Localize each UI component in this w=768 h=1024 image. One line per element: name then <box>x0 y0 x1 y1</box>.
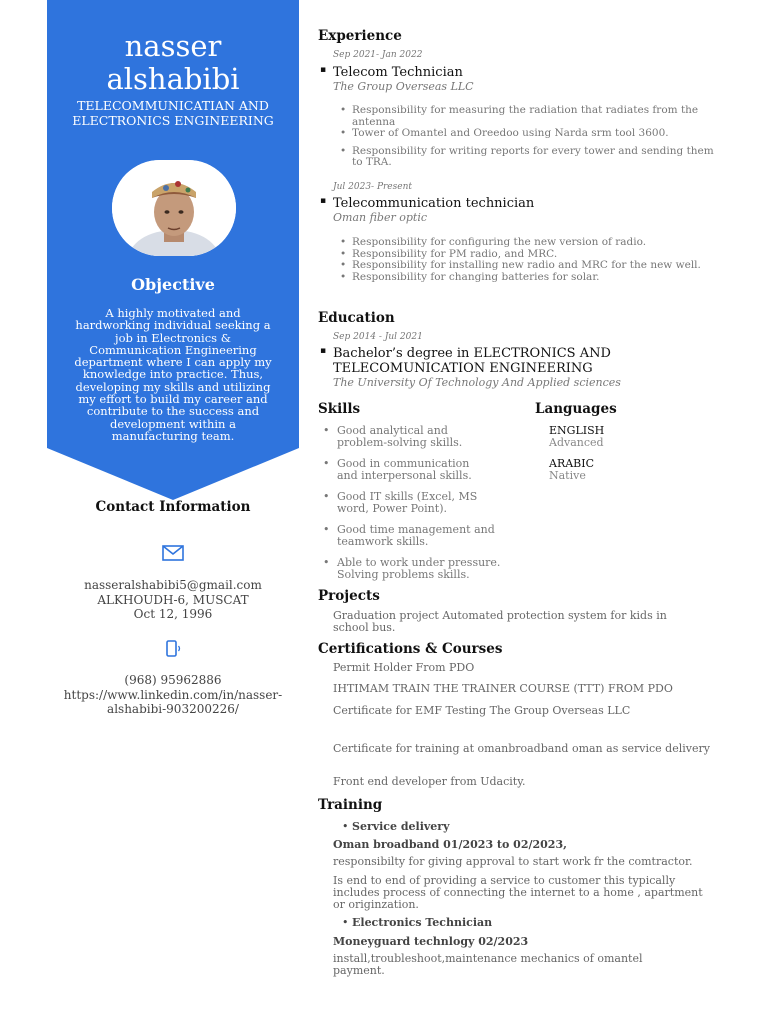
language-name: ENGLISH <box>549 424 605 437</box>
university-name: The University Of Technology And Applied sciences <box>333 376 621 389</box>
education-heading: Education <box>318 310 395 326</box>
job-2-company: Oman fiber optic <box>333 211 427 224</box>
list-item: • Good analytical and problem-solving skills. <box>323 425 487 449</box>
contact-phone-links <box>47 673 299 717</box>
list-item: • Responsibility for measuring the radiation that radiates from the antenna <box>340 105 720 128</box>
degree-line-2: TELECOMUNICATION ENGINEERING <box>333 361 593 376</box>
list-item: • Tower of Omantel and Oreedoo using Narda srm tool 3600. <box>340 128 720 140</box>
list-item: • Able to work under pressure. Solving problems skills. <box>323 557 507 581</box>
experience-heading: Experience <box>318 28 402 44</box>
training-1-company: Oman broadband 01/2023 to 02/2023, <box>333 838 567 851</box>
certification-item: IHTIMAM TRAIN THE TRAINER COURSE (TTT) FROM PDO <box>333 682 673 695</box>
contact-heading: Contact Information <box>95 499 251 515</box>
project-description: Graduation project Automated protection system for kids in school bus. <box>333 609 667 634</box>
list-item: • Responsibility for PM radio, and MRC. <box>340 249 720 261</box>
contact-details <box>47 578 299 622</box>
language-name: ARABIC <box>549 457 595 470</box>
address-text: ALKHOUDH-6, MUSCAT <box>97 592 249 607</box>
list-item: • Responsibility for installing new radio and MRC for the new well. <box>340 260 720 272</box>
name-last: alshabibi <box>106 62 240 96</box>
list-item: • Good IT skills (Excel, MS word, Power Point). <box>323 491 487 515</box>
name-first: nasser <box>124 29 222 63</box>
certifications-heading: Certifications & Courses <box>318 641 503 657</box>
birth-date-text: Oct 12, 1996 <box>133 607 213 621</box>
linkedin-link-continued[interactable]: alshabibi-903200226/ <box>107 702 239 716</box>
list-item: • Responsibility for configuring the new version of radio. <box>340 237 720 249</box>
degree-line-1: ▪ Bachelor’s degree in ELECTRONICS AND <box>333 346 611 361</box>
job-1-dates: Sep 2021- Jan 2022 <box>333 50 423 60</box>
list-item: • Good in communication and interpersonal skills. <box>323 458 487 482</box>
training-heading: Training <box>318 797 383 813</box>
job-1-company: The Group Overseas LLC <box>333 80 474 93</box>
job-1-responsibilities <box>340 105 720 169</box>
training-1-detail: responsibilty for giving approval to start work fr the comtractor. <box>333 855 693 868</box>
phone-icon <box>165 640 183 662</box>
job-2-responsibilities <box>340 237 720 283</box>
job-2-role: ▪ Telecommunication technician <box>333 196 534 211</box>
objective-text: A highly motivated and hardworking individual seeking a job in Electronics & Communication Engineering department where I can apply my knowledge into practice. Thus, developing my skills and utilizing my effort to build my career and contribute to the success and development within a manufacturing team. <box>74 306 272 443</box>
training-1-title: • Service delivery <box>352 820 449 833</box>
training-2-detail: install,troubleshoot,maintenance mechanics of omantel payment. <box>333 952 643 977</box>
certification-item: Permit Holder From PDO <box>333 661 475 674</box>
certification-item: Certificate for EMF Testing The Group Overseas LLC <box>333 704 631 717</box>
email-text[interactable]: nasseralshabibi5@gmail.com <box>84 578 262 592</box>
mail-icon <box>162 545 184 565</box>
job-title: TELECOMMUNICATIAN AND ELECTRONICS ENGINEERING <box>72 98 274 128</box>
education-dates: Sep 2014 - Jul 2021 <box>333 332 423 342</box>
languages-heading: Languages <box>535 401 617 417</box>
job-2-dates: Jul 2023- Present <box>333 182 412 192</box>
list-item: • Responsibility for changing batteries for solar. <box>340 272 720 284</box>
list-item: • Good time management and teamwork skills. <box>323 524 507 548</box>
certification-item: Front end developer from Udacity. <box>333 775 526 788</box>
training-2-company: Moneyguard technlogy 02/2023 <box>333 935 529 948</box>
list-item: • Responsibility for writing reports for every tower and sending them to TRA. <box>340 146 720 169</box>
profile-photo <box>112 160 236 256</box>
training-1-description: Is end to end of providing a service to customer this typically includes process of connecting the internet to a home , apartment or originzation. <box>333 874 703 911</box>
skills-heading: Skills <box>318 401 361 417</box>
language-level: Advanced <box>549 436 604 449</box>
linkedin-link[interactable]: https://www.linkedin.com/in/nasser- <box>63 687 283 702</box>
language-level: Native <box>549 469 586 482</box>
certification-item: Certificate for training at omanbroadband oman as service delivery <box>333 742 710 755</box>
projects-heading: Projects <box>318 588 380 604</box>
job-1-role: ▪ Telecom Technician <box>333 65 463 80</box>
candidate-name <box>47 30 299 96</box>
phone-text: (968) 95962886 <box>124 673 222 687</box>
objective-heading: Objective <box>131 275 215 294</box>
training-2-title: • Electronics Technician <box>352 916 492 929</box>
